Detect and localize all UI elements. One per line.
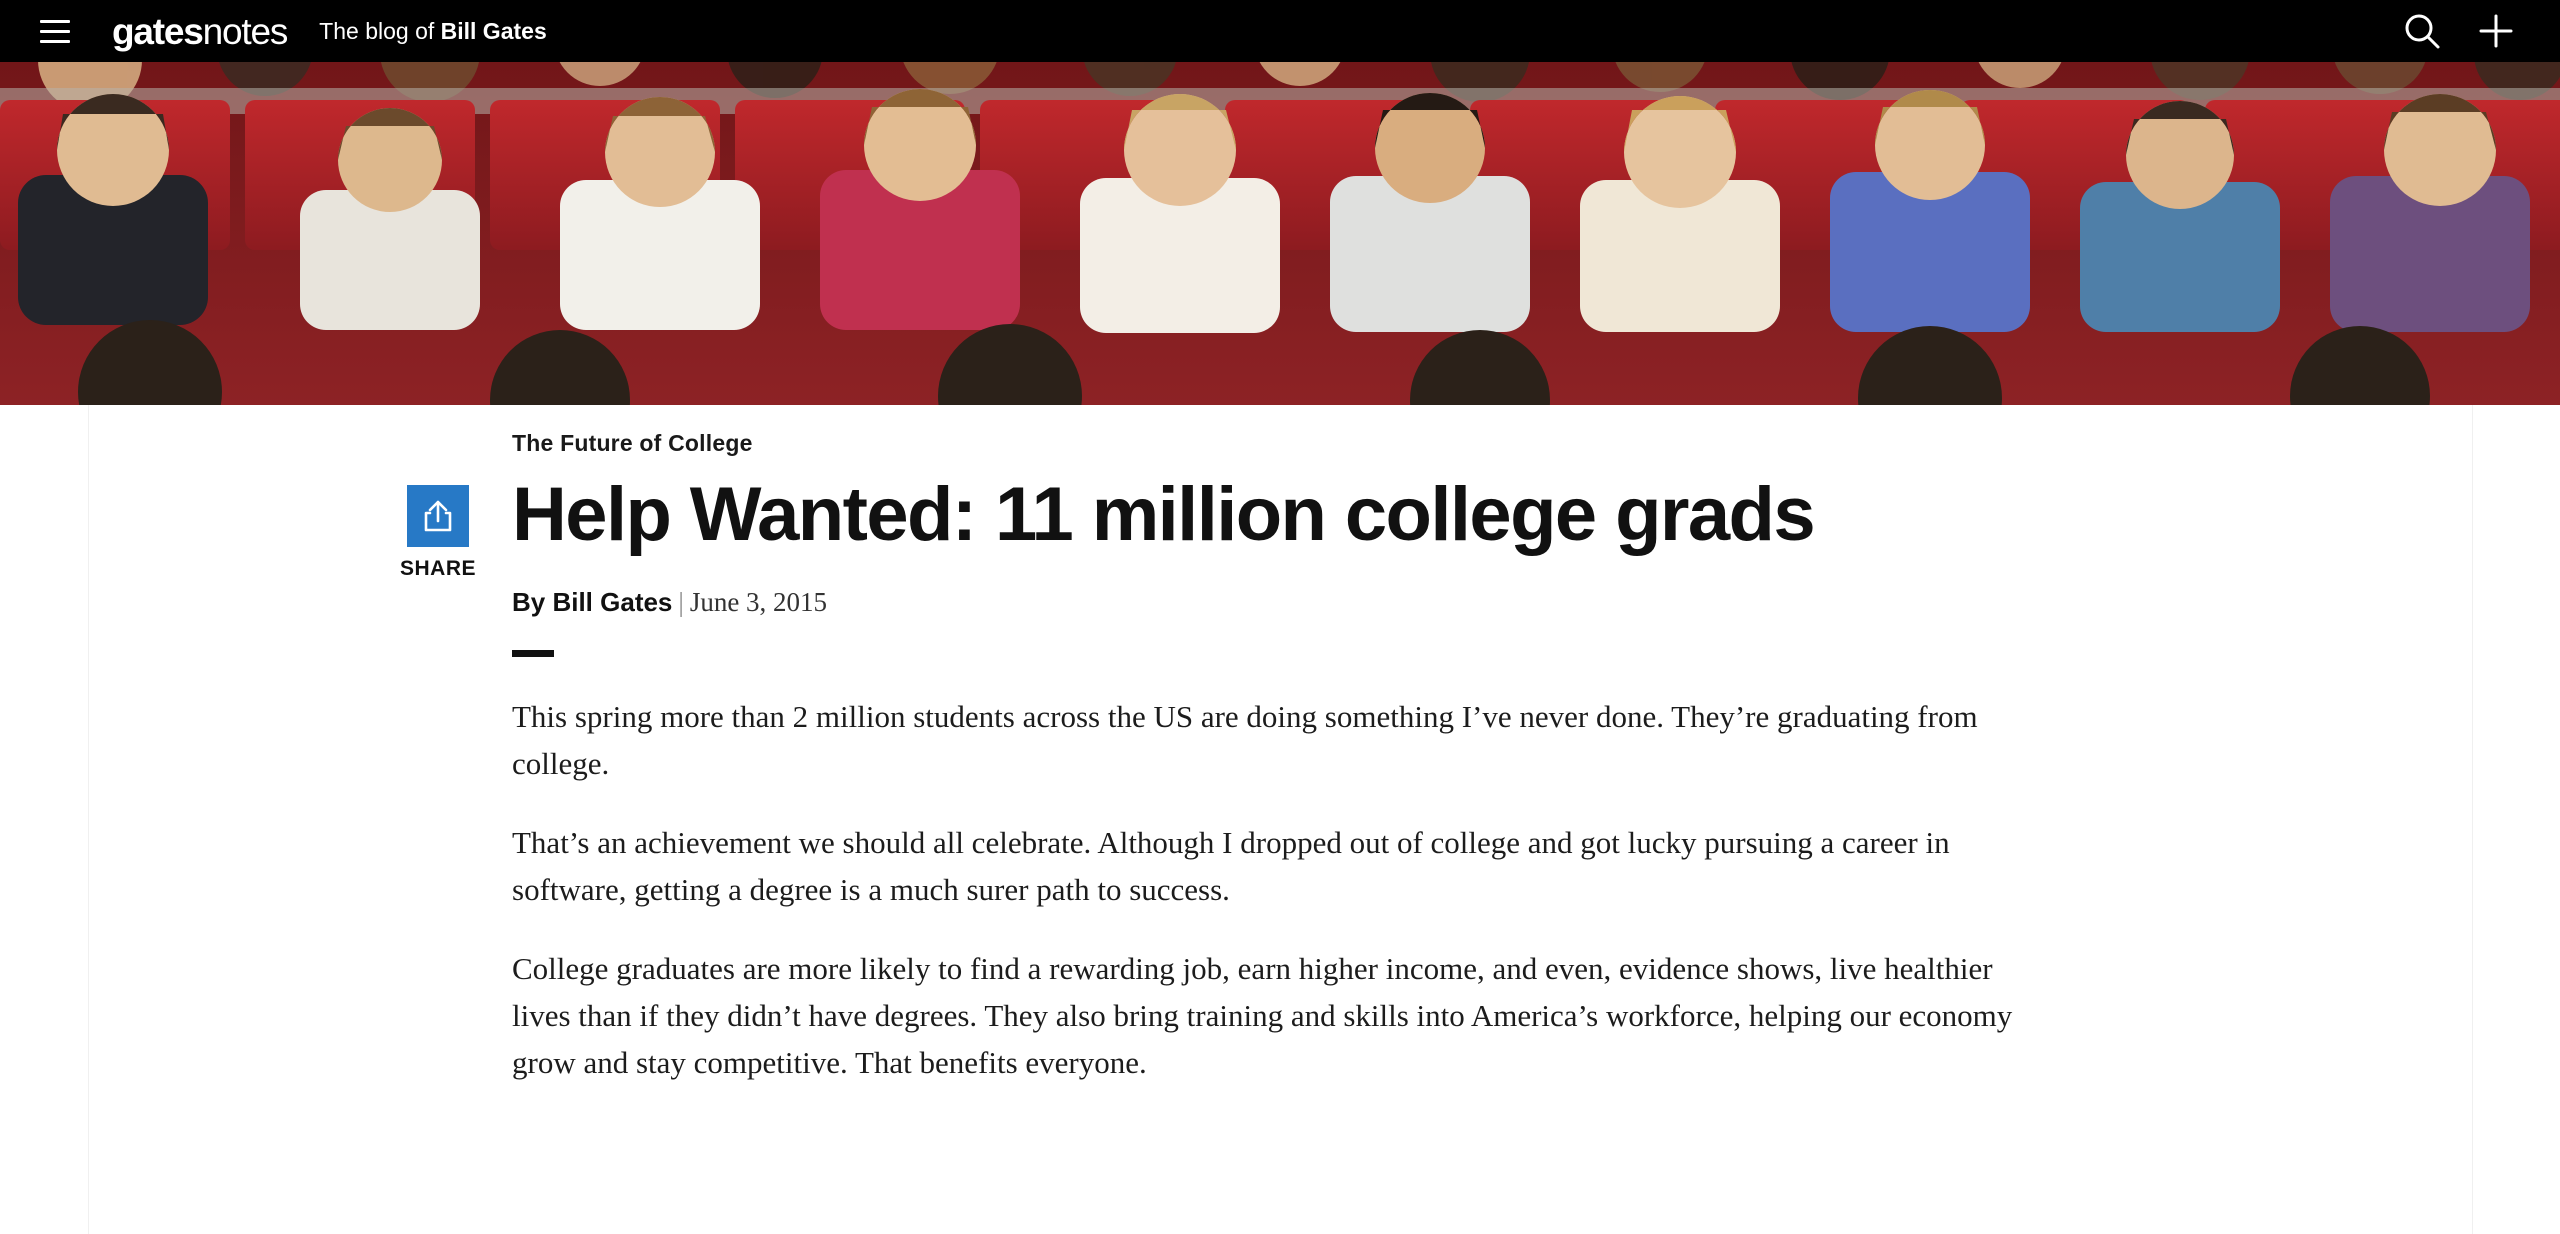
article-body [512,693,2032,1087]
tagline-name: Bill Gates [440,17,547,44]
site-logo[interactable] [112,10,288,52]
share-label: SHARE [399,557,476,580]
page-edge-left [88,405,89,1234]
share-upload-icon[interactable] [407,485,469,547]
page-edge-right [2472,405,2473,1234]
article-paragraph: This spring more than 2 million students across the US are doing something I’ve never done. They’re graduating from college. [512,698,1978,781]
byline-separator: | [678,586,684,617]
top-navigation-bar [0,0,2560,62]
byline-author: By Bill Gates [512,586,673,617]
article-kicker[interactable]: The Future of College [512,430,753,456]
title-divider [512,650,554,657]
brand-bold: gates [112,10,203,52]
byline-date: June 3, 2015 [689,586,828,617]
article-paragraph: College graduates are more likely to find a rewarding job, earn higher income, and even, evidence shows, live healthier lives than if they didn’t have degrees. They also bring training and skills into America’s workforce, helping our economy grow and stay competitive. That benefits everyone. [512,951,2013,1081]
article-paragraph: That’s an achievement we should all celebrate. Although I dropped out of college and got lucky pursuing a career in software, getting a degree is a much surer path to success. [512,824,1950,907]
article-content [512,430,2072,1118]
nav-actions [2396,5,2522,57]
share-rail [383,485,493,581]
page-title: Help Wanted: 11 million college grads [512,472,1815,557]
plus-icon[interactable] [2470,5,2522,57]
search-icon[interactable] [2396,5,2448,57]
byline [512,587,2072,618]
site-tagline [319,18,547,45]
tagline-prefix: The blog of [319,17,441,44]
hamburger-menu-icon[interactable] [24,0,86,62]
brand-light: notes [202,10,288,52]
